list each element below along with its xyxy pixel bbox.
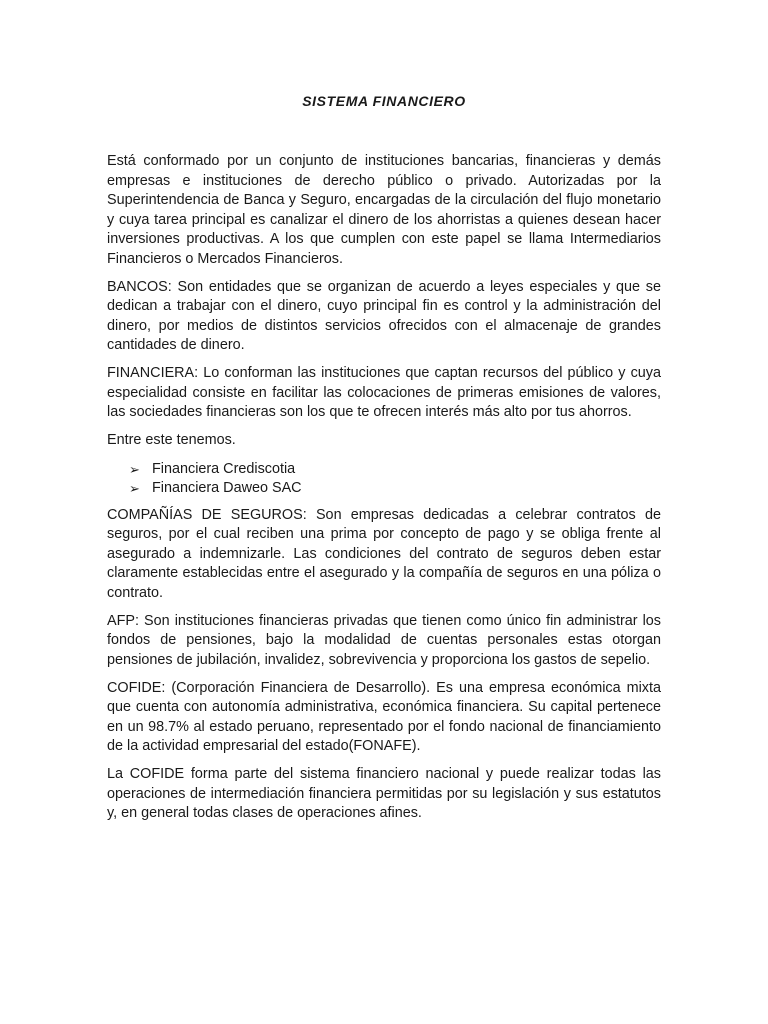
intro-paragraph: Está conformado por un conjunto de instituciones bancarias, financieras y demás empresas e instituciones de derecho público o privado. Autorizadas por la Superintendencia de Banca y Seguro, encargadas de la circulación del flujo monetario y cuya tarea principal es canalizar el dinero de los ahorristas a quienes desean hacer inversiones productivas. A los que cumplen con este papel se llama Intermediarios Financieros o Mercados Financieros. (107, 153, 661, 267)
document-title: SISTEMA FINANCIERO (302, 93, 466, 109)
financiera-paragraph: FINANCIERA: Lo conforman las instituciones que captan recursos del público y cuya especialidad consiste en facilitar las colocaciones de primeras emisiones de valores, las sociedades financieras son los que te ofrecen interés más alto por tus ahorros. (107, 365, 661, 420)
afp-paragraph: AFP: Son instituciones financieras privadas que tienen como único fin administrar los fondos de pensiones, bajo la modalidad de cuentas personales estas otorgan pensiones de jubilación, invalidez, sobrevivencia y proporciona los gastos de sepelio. (107, 612, 661, 668)
financieras-list (107, 460, 661, 499)
list-item-label: Financiera Crediscotia (152, 460, 296, 477)
document-body (107, 152, 661, 832)
arrowhead-bullet-icon: ➢ (129, 461, 140, 477)
cofide-paragraph: COFIDE: (Corporación Financiera de Desarrollo). Es una empresa económica mixta que cuenta con autonomía administrativa, económica financiera. Su capital pertenece en un 98.7% al estado peruano, representado por el fondo nacional de financiamiento de la actividad empresarial del estado(FONAFE). (107, 679, 661, 754)
seguros-paragraph: COMPAÑÍAS DE SEGUROS: Son empresas dedicadas a celebrar contratos de seguros, por el cual reciben una prima por concepto de pago y se obliga frente al asegurado a indemnizarle. Las condiciones del contrato de seguros deben estar claramente establecidas entre el asegurado y la compañía de seguros en una póliza o contrato. (107, 506, 661, 601)
arrowhead-bullet-icon: ➢ (129, 481, 140, 496)
bancos-paragraph: BANCOS: Son entidades que se organizan de acuerdo a leyes especiales y que se dedican a trabajar con el dinero, cuyo principal fin es control y la administración del dinero, por medios de distintos servicios ofrecidos con el almacenaje de grandes cantidades de dinero. (107, 278, 661, 353)
list-item-label: Financiera Daweo SAC (152, 480, 302, 496)
list-item (129, 460, 661, 480)
entre-este-paragraph: Entre este tenemos. (107, 432, 236, 448)
list-item (129, 479, 661, 499)
cofide-operaciones-paragraph: La COFIDE forma parte del sistema financiero nacional y puede realizar todas las operaciones de intermediación financiera permitidas por su legislación y sus estatutos y, en general todas clases de operaciones afines. (107, 766, 661, 821)
